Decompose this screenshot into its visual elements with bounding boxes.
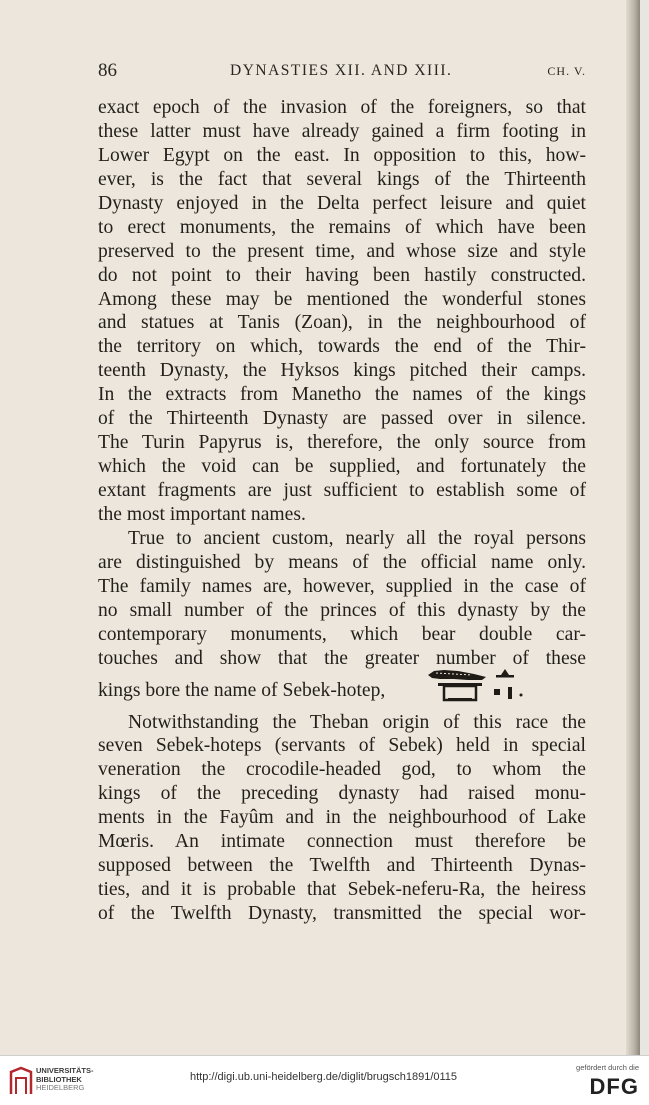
chapter-label: CH. V. bbox=[547, 64, 586, 78]
running-title: DYNASTIES XII. AND XIII. bbox=[230, 62, 453, 79]
text-line: Notwithstanding the Theban origin of this race the bbox=[128, 711, 586, 733]
text-line: veneration the crocodile-headed god, to whom the bbox=[98, 759, 586, 781]
text-line: the territory on which, towards the end of the Thir- bbox=[98, 336, 586, 358]
text-line: contemporary monuments, which bear double car- bbox=[98, 623, 586, 645]
text-line: True to ancient custom, nearly all the royal persons bbox=[128, 527, 586, 549]
text-line: supposed between the Twelfth and Thirteenth Dynas- bbox=[98, 855, 586, 877]
text-line: ties, and it is probable that Sebek-neferu-Ra, the heiress bbox=[98, 879, 586, 901]
text-line: The Turin Papyrus is, therefore, the only source from bbox=[98, 432, 586, 454]
text-line: do not point to their having been hastily constructed. bbox=[98, 264, 586, 286]
library-name[interactable]: UNIVERSITÄTS- BIBLIOTHEK HEIDELBERG bbox=[36, 1066, 94, 1092]
text-line: kings bore the name of Sebek-hotep, bbox=[98, 679, 386, 701]
viewer-footer bbox=[0, 1055, 649, 1105]
funding-label: gefördert durch die bbox=[576, 1063, 639, 1072]
running-header bbox=[98, 60, 586, 86]
scan-background bbox=[640, 0, 649, 1055]
text-line: Lower Egypt on the east. In opposition to this, how- bbox=[98, 144, 586, 166]
text-line: which the void can be supplied, and fortunately the bbox=[98, 456, 586, 478]
text-line: and statues at Tanis (Zoan), in the neighbourhood of bbox=[98, 312, 586, 334]
body-text bbox=[98, 96, 586, 926]
dfg-logo[interactable]: DFG bbox=[589, 1074, 639, 1099]
sebek-hotep-hieroglyph bbox=[424, 665, 524, 705]
text-line: of the Thirteenth Dynasty are passed over in silence. bbox=[98, 408, 586, 430]
text-line: seven Sebek-hoteps (servants of Sebek) held in special bbox=[98, 735, 586, 757]
text-line: ments in the Fayûm and in the neighbourhood of Lake bbox=[98, 807, 586, 829]
permalink-url[interactable]: http://digi.ub.uni-heidelberg.de/diglit/brugsch1891/0115 bbox=[190, 1071, 458, 1083]
university-library-logo-icon[interactable] bbox=[8, 1066, 34, 1096]
text-line: kings of the preceding dynasty had raised monu- bbox=[98, 783, 586, 805]
text-line: these latter must have already gained a firm footing in bbox=[98, 120, 586, 142]
text-line: preserved to the present time, and whose size and style bbox=[98, 240, 586, 262]
text-line: teenth Dynasty, the Hyksos kings pitched their camps. bbox=[98, 360, 586, 382]
text-line: extant fragments are just sufficient to establish some of bbox=[98, 480, 586, 501]
text-line-with-cartouche bbox=[98, 671, 586, 711]
text-line: Mœris. An intimate connection must therefore be bbox=[98, 831, 586, 853]
text-line: In the extracts from Manetho the names of the kings bbox=[98, 384, 586, 406]
text-line: exact epoch of the invasion of the foreigners, so that bbox=[98, 97, 586, 118]
text-line: Among these may be mentioned the wonderful stones bbox=[98, 288, 586, 310]
text-line: Dynasty enjoyed in the Delta perfect leisure and quiet bbox=[98, 192, 586, 214]
text-line: The family names are, however, supplied in the case of bbox=[98, 575, 586, 597]
text-line: are distinguished by means of the official name only. bbox=[98, 551, 586, 573]
text-line: to erect monuments, the remains of which have been bbox=[98, 216, 586, 238]
text-line: no small number of the princes of this dynasty by the bbox=[98, 599, 586, 621]
text-line: the most important names. bbox=[98, 503, 306, 525]
text-line: touches and show that the greater number of these bbox=[98, 647, 586, 669]
page-number: 86 bbox=[98, 60, 117, 81]
page-edge-shadow bbox=[626, 0, 640, 1055]
text-line: of the Twelfth Dynasty, transmitted the special wor- bbox=[98, 903, 586, 924]
text-line: ever, is the fact that several kings of the Thirteenth bbox=[98, 168, 586, 190]
